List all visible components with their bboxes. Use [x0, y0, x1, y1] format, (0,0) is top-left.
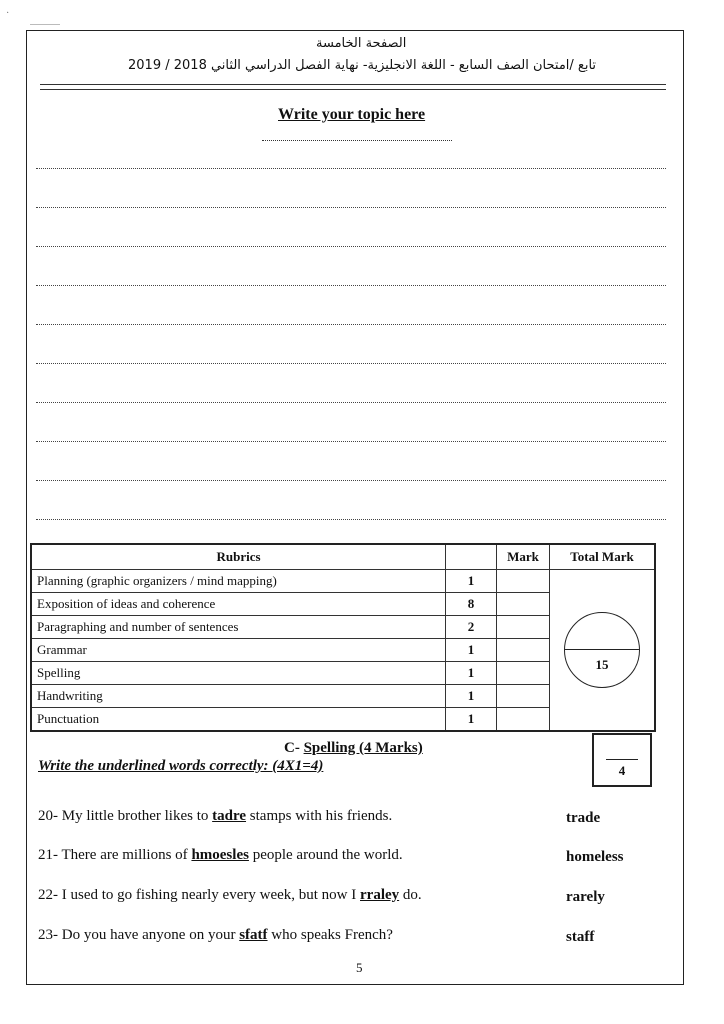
section-score-box[interactable]: [592, 733, 652, 787]
writing-line[interactable]: [36, 246, 666, 247]
question-text: 23- Do you have anyone on your: [38, 927, 240, 943]
rubric-mark-cell[interactable]: [497, 708, 550, 732]
writing-line[interactable]: [36, 168, 666, 169]
rubric-mark-cell[interactable]: [497, 616, 550, 639]
section-title: [284, 740, 423, 757]
rubric-points: 1: [446, 662, 497, 685]
writing-line[interactable]: [36, 207, 666, 208]
writing-line[interactable]: [36, 441, 666, 442]
rubric-mark-cell[interactable]: [497, 639, 550, 662]
total-mark-value: 15: [595, 657, 609, 672]
misspelled-word: tadre: [212, 808, 247, 824]
section-name: Spelling (4 Marks): [303, 740, 423, 756]
header-separator: [40, 84, 666, 90]
question-text: stamps with his friends.: [246, 808, 393, 824]
question-text: 20- My little brother likes to: [38, 808, 213, 824]
rubric-points: 8: [446, 593, 497, 616]
rubric-points: 1: [446, 685, 497, 708]
writing-line[interactable]: [36, 363, 666, 364]
topic-answer-line[interactable]: [262, 140, 452, 141]
rubrics-header-row: [31, 544, 655, 570]
writing-line[interactable]: [36, 324, 666, 325]
rubric-criterion: Handwriting: [31, 685, 446, 708]
question-text: who speaks French?: [267, 927, 393, 943]
writing-line[interactable]: [36, 519, 666, 520]
scan-mark: ·: [6, 8, 10, 19]
score-line: [606, 759, 638, 760]
rubric-criterion: Spelling: [31, 662, 446, 685]
answer-22[interactable]: rarely: [566, 889, 605, 905]
writing-line[interactable]: [36, 285, 666, 286]
rubric-criterion: Planning (graphic organizers / mind mapping): [31, 570, 446, 593]
answer-20[interactable]: trade: [566, 810, 601, 826]
answer-23[interactable]: staff: [566, 929, 595, 945]
writing-line[interactable]: [36, 402, 666, 403]
rubric-row: [31, 570, 655, 593]
rubric-criterion: Exposition of ideas and coherence: [31, 593, 446, 616]
question-text: do.: [399, 887, 422, 903]
rubric-points: 2: [446, 616, 497, 639]
misspelled-word: rraley: [360, 887, 400, 903]
rubric-mark-cell[interactable]: [497, 662, 550, 685]
fraction-line: [565, 649, 639, 650]
question-text: 22- I used to go fishing nearly every week, but now I: [38, 887, 361, 903]
misspelled-word: sfatf: [239, 927, 268, 943]
section-score-total: 4: [618, 763, 626, 778]
section-instruction: Write the underlined words correctly: (4X1=4): [38, 758, 324, 774]
total-mark-circle[interactable]: [564, 612, 640, 688]
total-mark-header: Total Mark: [550, 544, 656, 570]
question-20: [38, 808, 392, 825]
question-text: 21- There are millions of: [38, 847, 192, 863]
rubric-criterion: Paragraphing and number of sentences: [31, 616, 446, 639]
rubric-points: 1: [446, 708, 497, 732]
section-prefix: C-: [284, 740, 304, 756]
rubrics-table: [30, 543, 656, 732]
mark-header: Mark: [497, 544, 550, 570]
rubric-mark-cell[interactable]: [497, 593, 550, 616]
rubric-mark-cell[interactable]: [497, 570, 550, 593]
scan-line: [30, 24, 60, 25]
answer-21[interactable]: homeless: [566, 849, 624, 865]
rubric-criterion: Punctuation: [31, 708, 446, 732]
question-23: [38, 927, 393, 944]
question-22: [38, 887, 422, 904]
exam-title: تابع /امتحان الصف السابع - اللغة الانجليزية- نهاية الفصل الدراسي الثاني 2018 / 2019: [128, 58, 597, 73]
total-mark-cell: [550, 570, 656, 732]
question-text: people around the world.: [248, 847, 403, 863]
rubric-mark-cell[interactable]: [497, 685, 550, 708]
misspelled-word: hmoesles: [191, 847, 249, 863]
writing-line[interactable]: [36, 480, 666, 481]
rubric-points: 1: [446, 639, 497, 662]
question-21: [38, 847, 403, 864]
page-border: [26, 30, 684, 985]
rubrics-header: Rubrics: [31, 544, 446, 570]
points-header: [446, 544, 497, 570]
page-label: الصفحة الخامسة: [316, 36, 407, 51]
rubric-criterion: Grammar: [31, 639, 446, 662]
page-number: 5: [356, 960, 363, 975]
topic-title: Write your topic here: [278, 106, 426, 123]
rubric-points: 1: [446, 570, 497, 593]
